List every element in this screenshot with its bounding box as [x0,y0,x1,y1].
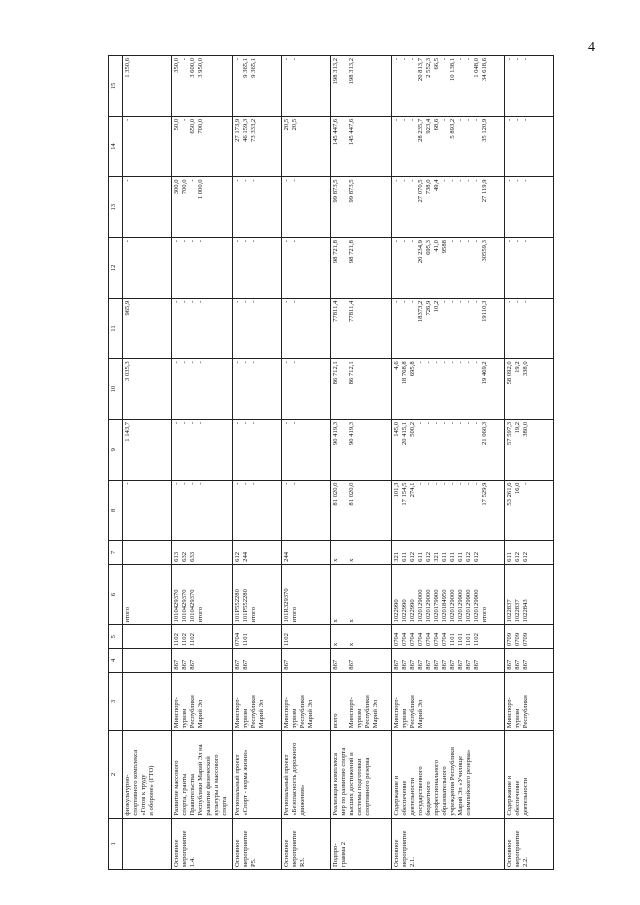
table-cell [123,541,172,565]
table-cell: 867 867 867 [172,649,233,673]
table-cell: итого [123,564,172,625]
table-cell: 4,6 18 768,8 695,8 - - - - - - - - 19 469,2 [392,359,505,420]
table-cell: 20,5 20,5 [282,116,331,177]
table-cell: 58 092,0 19,2 338,0 [505,359,554,420]
table-cell: 101,3 17 154,5 274,1 - - - - - - - - 17 529,9 [392,480,505,541]
table-cell: - - - - [172,419,233,480]
table-cell: - - - 27 070,5 738,0 49,4 - - - - - 27 119,9 [392,177,505,238]
table-cell: - - [282,298,331,359]
table-cell: 1102 [282,625,331,649]
table-cell: 99 873,5 99 873,5 [331,177,392,238]
table-cell: 1 350,6 [123,56,172,117]
table-cell: 81 020,0 81 020,0 [331,480,392,541]
page-number: 4 [588,40,595,55]
table-cell: Подпро- грамма 2 [331,818,392,869]
column-number: 14 [109,116,123,177]
table-cell: - - - [505,116,554,177]
table-cell: - [123,238,172,299]
table-cell: 198 313,2 198 313,2 [331,56,392,117]
table-cell: 101R329370 итого [282,564,331,625]
table-cell: 244 [282,541,331,565]
table-cell: физкультурно- спортивного комплекса «Готов к труду и обороне» (ГТО) [123,731,172,818]
table-cell: Содержание и обеспечение деятельности государственного бюджетного профессионального образовательного учреждения Республики Марий Эл «Училище олимпийского резерва» [392,731,505,818]
table-cell: - - - 28 235,7 923,4 68,6 - 5 893,2 - - - 35 120,9 [392,116,505,177]
table-cell: 867 867 867 867 867 867 867 867 867 867 867 [392,649,505,673]
table-cell: 867 867 [233,649,282,673]
table-cell: 50,0 - 650,0 700,0 [172,116,233,177]
column-number: 1 [109,818,123,869]
table-cell: - - [282,177,331,238]
column-number: 12 [109,238,123,299]
table-cell: Реализация комплекса мер по развитию спорта высших достижений и системы подготовки спортивного резерва [331,731,392,818]
table-cell [123,649,172,673]
column-number: 7 [109,541,123,565]
table-cell: 867 867 867 [505,649,554,673]
table-cell: 1 143,7 [123,419,172,480]
table-cell: 300,0 700,0 - 1 000,0 [172,177,233,238]
table-cell: - - - 20 813,7 2 552,3 66,5 - 10 138,1 - - 1 048,0 34 618,6 [392,56,505,117]
table-cell [123,672,172,731]
column-number: 13 [109,177,123,238]
column-number: 2 [109,731,123,818]
table-cell: Региональный проект «Спорт - норма жизни» [233,731,282,818]
column-number: 10 [109,359,123,420]
table-cell: 0709 0709 0709 [505,625,554,649]
table-cell: - - - [505,177,554,238]
column-number: 15 [109,56,123,117]
table-cell: - - - [233,359,282,420]
table-row [233,56,282,870]
table-cell: 965,9 [123,298,172,359]
column-number: 8 [109,480,123,541]
table-row [172,56,233,870]
table-cell: - - - 20 234,9 695,3 41,0 9588 - - - - 30559,3 [392,238,505,299]
table-cell [123,625,172,649]
table-cell: - - - - [172,480,233,541]
table-cell: Региональный проект «Безопасность дорожного движения» [282,731,331,818]
table-cell: - - [282,238,331,299]
table-cell: - 9 365,1 9 365,1 [233,56,282,117]
table-cell: 612 244 [233,541,282,565]
table-cell: x x [331,541,392,565]
table-cell: - - - [233,238,282,299]
table-cell: 86 712,1 86 712,1 [331,359,392,420]
table-cell: 98 721,8 98 721,8 [331,238,392,299]
table-cell: Минспорт- туризм Республики [505,672,554,731]
table-cell: 90 419,3 90 419,3 [331,419,392,480]
table-cell: 57 597,3 19,2 380,0 [505,419,554,480]
table-cell: Основное мероприятие 2.1. [392,818,505,869]
table-cell: 1102 1102 1102 [172,625,233,649]
column-number: 3 [109,672,123,731]
table-cell: 27 173,9 46 159,3 73 333,2 [233,116,282,177]
table-row [331,56,392,870]
table-cell: - - - - [172,359,233,420]
table-row [123,56,172,870]
table-cell: - [123,116,172,177]
table-cell: Содержание и обеспечение деятельности [505,731,554,818]
table-cell: 867 [282,649,331,673]
table-cell: - - [282,480,331,541]
table-cell: 0704 1101 [233,625,282,649]
table-cell: Основное мероприятие 2.2. [505,818,554,869]
table-row [392,56,505,870]
table-row [282,56,331,870]
table-cell: - - - - [172,298,233,359]
table-cell: - - - [505,56,554,117]
budget-table [108,55,554,870]
table-cell: - - - 18373,2 726,9 10,2 - - - - - 19110,3 [392,298,505,359]
table-cell: 0704 0704 0704 0704 0704 0704 0704 1101 1101 1101 1102 [392,625,505,649]
table-cell: Развитие массового спорта, гранты Правительства Республики Марий Эл на развитие физической культуры и массового спорта [172,731,233,818]
table-cell: - - [282,56,331,117]
table-cell: 53 261,6 16,0 - [505,480,554,541]
table-cell: - - - [505,238,554,299]
table-cell: Минспорт- туризм Республики Марий Эл [282,672,331,731]
table-cell: 101Р552280 101Р552280 итого [233,564,282,625]
table-cell: всего Минспорт- туризм Республики Марий Эл [331,672,392,731]
table-row [505,56,554,870]
table-cell: - - - [233,480,282,541]
table-cell: - [123,480,172,541]
table-cell: - [123,177,172,238]
table-cell: Основное мероприятие Р5. [233,818,282,869]
table-cell: 350,0 - 3 600,0 3 950,0 [172,56,233,117]
table-cell [123,818,172,869]
table-cell: 3 035,3 [123,359,172,420]
table-cell: 613 632 633 [172,541,233,565]
table-cell: Минспорт- туризм Республики Марий Эл [172,672,233,731]
table-cell: - - - [233,177,282,238]
table-cell: Минспорт- туризм Республики Марий Эл [392,672,505,731]
table-body [123,56,554,870]
column-number: 6 [109,564,123,625]
table-cell: 321 611 612 611 612 321 611 611 611 612 612 [392,541,505,565]
table-cell: 1022990 1022990 1022990 1020129000 1020129000 1020179900 1020184950 1020129000 1020129900 1020129900 1020129900 итого [392,564,505,625]
column-number: 11 [109,298,123,359]
table-cell: x x [331,625,392,649]
table-cell: 77811,4 77811,4 [331,298,392,359]
table-cell: Основное мероприятие R3. [282,818,331,869]
table-cell: - - [282,359,331,420]
table-cell: - - [282,419,331,480]
column-number-row [109,56,123,870]
table-cell: - - - [233,298,282,359]
table-cell: 145,0 20 415,1 500,2 - - - - - - - - 21 060,3 [392,419,505,480]
table-cell: x x [331,564,392,625]
table-cell: 1022837 1022837 1022843 [505,564,554,625]
table-cell: - - - [233,419,282,480]
table-cell: 867 867 [331,649,392,673]
column-number: 5 [109,625,123,649]
table-cell: 1010429370 1010429370 1010429370 итого [172,564,233,625]
rotated-table-container [108,55,578,870]
table-cell: - - - [505,298,554,359]
table-cell: Минспорт- туризм Республики Марий Эл [233,672,282,731]
table-cell: 611 612 612 [505,541,554,565]
table-cell: Основное мероприятие 1.4. [172,818,233,869]
table-cell: - - - - [172,238,233,299]
table-cell: 145 447,6 145 447,6 [331,116,392,177]
column-number: 9 [109,419,123,480]
column-number: 4 [109,649,123,673]
